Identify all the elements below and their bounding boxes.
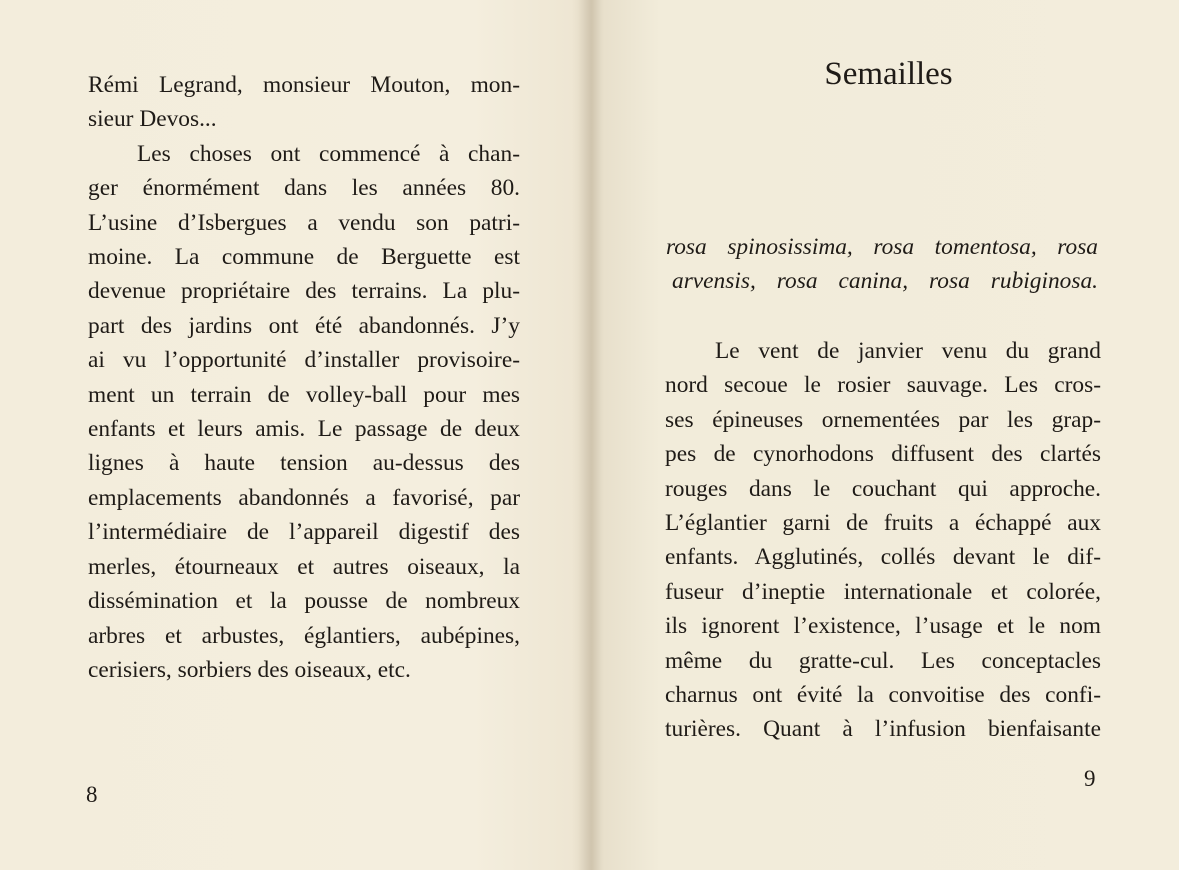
- page-number: 9: [1084, 766, 1096, 791]
- text-line: Les choses ont commencé à chan-: [137, 140, 520, 167]
- left-page-text: [88, 68, 520, 687]
- text-line: L’églantier garni de fruits a échappé aux: [665, 510, 1101, 537]
- paragraph: [88, 137, 520, 688]
- right-page-text: [665, 334, 1101, 747]
- text-line: charnus ont évité la convoitise des confi-: [665, 682, 1101, 709]
- paragraph-continued: [88, 68, 520, 137]
- text-line: turières. Quant à l’infusion bienfaisante: [665, 716, 1101, 743]
- text-line: lignes à haute tension au-dessus des: [88, 450, 520, 477]
- text-line: pes de cynorhodons diffusent des clartés: [665, 441, 1101, 468]
- paragraph: [665, 334, 1101, 747]
- text-line: enfants et leurs amis. Le passage de deux: [88, 416, 520, 443]
- right-page: [590, 0, 1179, 870]
- text-line: part des jardins ont été abandonnés. J’y: [88, 312, 520, 339]
- epigraph: [666, 230, 1098, 299]
- text-line: Le vent de janvier venu du grand: [715, 338, 1101, 364]
- epigraph-line: rosa spinosissima, rosa tomentosa, rosa: [666, 234, 1098, 260]
- text-line: emplacements abandonnés a favorisé, par: [88, 484, 520, 511]
- text-line: devenue propriétaire des terrains. La plu-: [88, 278, 520, 305]
- text-line: L’usine d’Isbergues a vendu son patri-: [88, 209, 520, 236]
- text-line: arbres et arbustes, églantiers, aubépines,: [88, 622, 520, 649]
- text-line: Rémi Legrand, monsieur Mouton, mon-: [88, 72, 520, 98]
- text-line: ment un terrain de volley-ball pour mes: [88, 381, 520, 408]
- chapter-title: Semailles: [824, 56, 953, 92]
- page-number: 8: [86, 782, 98, 807]
- text-line: fuseur d’ineptie internationale et colorée,: [665, 578, 1101, 605]
- text-line: merles, étourneaux et autres oiseaux, la: [88, 553, 520, 580]
- text-line: moine. La commune de Berguette est: [88, 244, 520, 271]
- text-line: ai vu l’opportunité d’installer provisoire-: [88, 347, 520, 374]
- epigraph-line: arvensis, rosa canina, rosa rubiginosa.: [672, 268, 1098, 295]
- text-line: l’intermédiaire de l’appareil digestif des: [88, 519, 520, 546]
- text-line: sieur Devos...: [88, 106, 217, 133]
- text-line: même du gratte-cul. Les conceptacles: [665, 647, 1101, 674]
- text-line: dissémination et la pousse de nombreux: [88, 588, 520, 615]
- text-line: rouges dans le couchant qui approche.: [665, 475, 1101, 502]
- text-line: ses épineuses ornementées par les grap-: [665, 406, 1101, 433]
- text-line: enfants. Agglutinés, collés devant le dif-: [665, 544, 1101, 571]
- text-line: ils ignorent l’existence, l’usage et le nom: [665, 613, 1101, 640]
- text-line: ger énormément dans les années 80.: [88, 175, 520, 202]
- text-line: nord secoue le rosier sauvage. Les cros-: [665, 372, 1101, 399]
- text-line: cerisiers, sorbiers des oiseaux, etc.: [88, 656, 411, 683]
